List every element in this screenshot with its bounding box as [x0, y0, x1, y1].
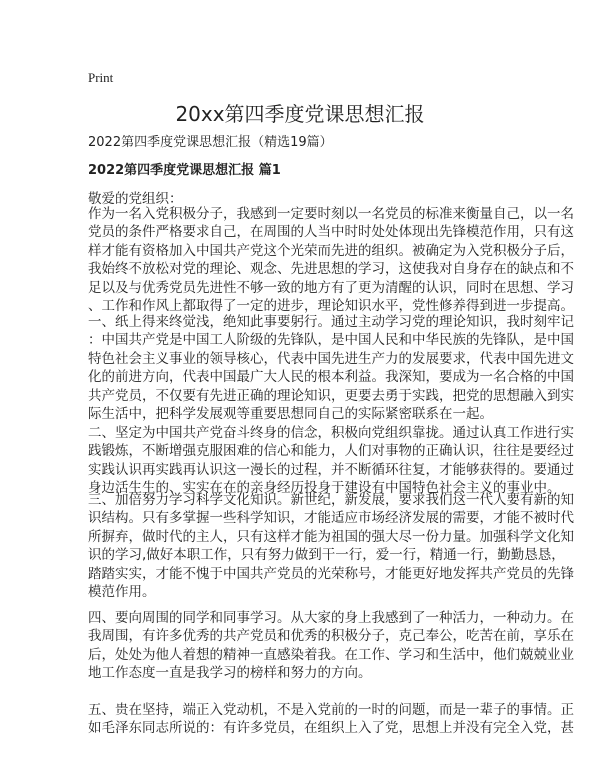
paragraph-line: 共产党员，不仅要有先进正确的理论知识，更要去勇于实践，把党的思想融入到实	[88, 387, 574, 404]
paragraph-line: 样才能有资格加入中国共产党这个光荣而先进的组织。被确定为入党积极分子后，	[88, 242, 574, 259]
paragraph-line: 身边活生生的、实实在在的亲身经历投身于建设有中国特色社会主义的事业中。	[88, 480, 561, 497]
paragraph-line: 识结构。只有多掌握一些科学知识，才能适应市场经济发展的需要，才能不被时代	[88, 510, 574, 527]
paragraph-line: 作为一名入党积极分子，我感到一定要时刻以一名党员的标准来衡量自己，以一名	[88, 206, 574, 222]
paragraph-line: 特色社会主义事业的领导核心，代表中国先进生产力的发展要求，代表中国先进文	[88, 350, 574, 367]
paragraph-line: 我周围，有许多优秀的共产党员和优秀的积极分子，克己奉公，吃苦在前，享乐在	[88, 628, 574, 645]
paragraph-line: 化的前进方向，代表中国最广大人民的根本利益。我深知，要成为一名合格的中国	[88, 369, 574, 386]
paragraph-line: 后，处处为他人着想的精神一直感染着我。在工作、学习和生活中，他们兢兢业业	[88, 646, 574, 663]
paragraph-line: 识的学习,做好本职工作，只有努力做到干一行，爱一行，精通一行，勤勤恳恳，	[88, 547, 565, 564]
paragraph-line: 五、贵在坚持，端正入党动机，不是入党前的一时的问题，而是一辈子的事情。正	[88, 702, 574, 718]
paragraph	[88, 491, 574, 601]
paragraph	[88, 313, 574, 423]
paragraph-line: 四、要向周围的同学和同事学习。从大家的身上我感到了一种活力，一种动力。在	[88, 610, 574, 626]
paragraph-line: 足以及与优秀党员先进性不够一致的地方有了更为清醒的认识，同时在思想、学习	[88, 279, 574, 296]
print-link[interactable]: Print	[88, 70, 114, 85]
paragraph-line: 模范作用。	[88, 583, 156, 600]
paragraph-line: 践锻炼，不断增强克服困难的信心和能力，人们对事物的正确认识，往往是要经过	[88, 443, 574, 460]
paragraph-line: 三、加倍努力学习科学文化知识。新世纪，新发展，要求我们这一代人要有新的知	[88, 492, 574, 508]
paragraph-line: 如毛泽东同志所说的：有许多党员，在组织上入了党，思想上并没有完全入党，甚	[88, 720, 574, 737]
paragraph	[88, 424, 574, 498]
paragraph	[88, 609, 574, 683]
document-subtitle: 2022第四季度党课思想汇报（精选19篇）	[88, 135, 333, 150]
paragraph-line: 际生活中，把科学发展观等重要思想同自己的实际紧密联系在一起。	[88, 405, 493, 422]
salutation: 敬爱的党组织：	[88, 191, 183, 207]
paragraph-line: 所摒弃，做时代的主人，只有这样才能为祖国的强大尽一份力量。加强科学文化知	[88, 528, 574, 545]
paragraph-line: 地工作态度一直是我学习的榜样和努力的方向。	[88, 665, 372, 682]
paragraph-line: 、工作和作风上都取得了一定的进步，理论知识水平，党性修养得到进一步提高。	[88, 297, 574, 314]
paragraph-line: ：中国共产党是中国工人阶级的先锋队，是中国人民和中华民族的先锋队，是中国	[88, 332, 574, 349]
paragraph-line: 实践认识再实践再认识这一漫长的过程，并不断循环往复，才能够获得的。要通过	[88, 461, 574, 478]
document-title: 20xx第四季度党课思想汇报	[175, 102, 425, 126]
paragraph	[88, 205, 574, 315]
paragraph	[88, 701, 574, 738]
paragraph-line: 踏踏实实，才能不愧于中国共产党员的光荣称号，才能更好地发挥共产党员的先锋	[88, 565, 574, 582]
paragraph-line: 二、坚定为中国共产党奋斗终身的信念，积极向党组织靠拢。通过认真工作进行实	[88, 425, 574, 441]
paragraph-line: 我始终不放松对党的理论、观念、先进思想的学习，这使我对自身存在的缺点和不	[88, 261, 574, 278]
section-heading: 2022第四季度党课思想汇报 篇1	[88, 163, 281, 178]
paragraph-line: 一、纸上得来终觉浅，绝知此事要躬行。通过主动学习党的理论知识，我时刻牢记	[88, 314, 574, 330]
paragraph-line: 党员的条件严格要求自己，在周围的人当中时时处处体现出先锋模范作用，只有这	[88, 224, 574, 241]
